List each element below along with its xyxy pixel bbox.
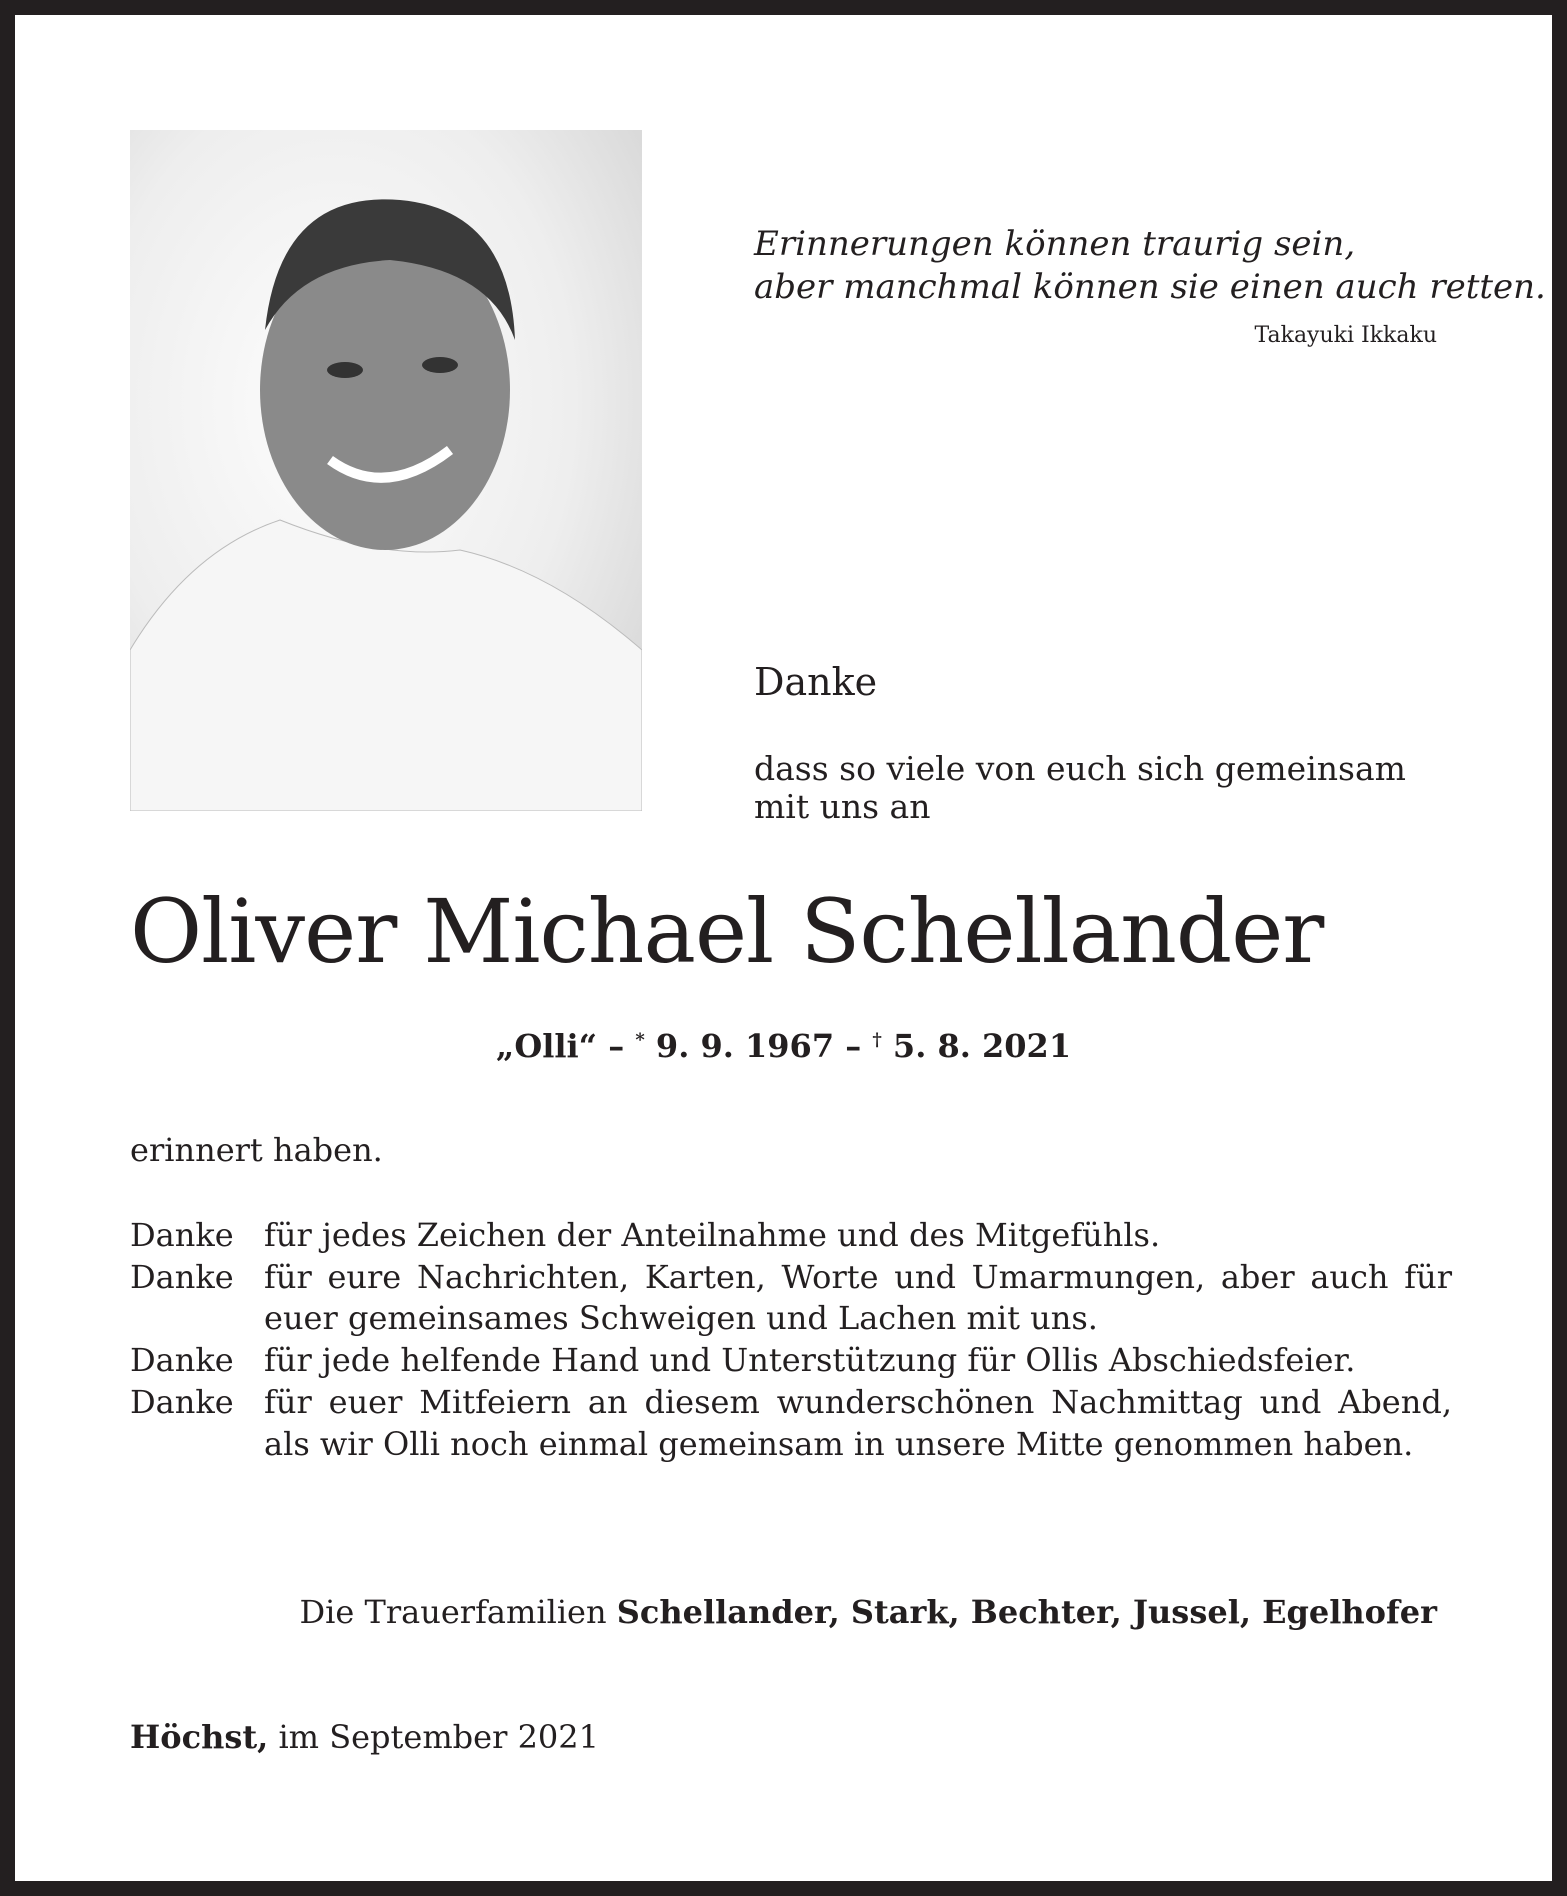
separator: – [608,1027,625,1065]
mourning-families [300,1593,1437,1631]
place-month: im September 2021 [278,1718,599,1756]
thanks-text: für jedes Zeichen der Anteilnahme und des Mitgefühls. [264,1216,1161,1254]
families-names: Schellander, Stark, Bechter, Jussel, Egelhofer [616,1593,1437,1631]
thanks-text: für eure Nachrichten, Karten, Worte und Umarmungen, aber auch für euer gemeinsames Schweigen und Lachen mit uns. [264,1257,1452,1338]
thanks-item [130,1257,1452,1340]
thanks-item [130,1215,1452,1257]
thanks-label: Danke [130,1341,234,1380]
families-prefix: Die Trauerfamilien [299,1593,607,1631]
intro-line: dass so viele von euch sich gemeinsam [754,749,1406,788]
quote-author: Takayuki Ikkaku [1254,323,1437,348]
separator: – [845,1027,862,1065]
death-symbol: † [872,1029,882,1051]
place-town: Höchst, [130,1718,269,1756]
intro-text [754,750,1406,826]
life-dates [15,1027,1552,1065]
place-date [130,1718,599,1756]
after-name-text: erinnert haben. [130,1131,383,1169]
death-date: 5. 8. 2021 [892,1027,1072,1065]
intro-line: mit uns an [754,787,931,826]
birth-date: 9. 9. 1967 [655,1027,835,1065]
thanks-label: Danke [130,1216,234,1254]
deceased-name: Oliver Michael Schellander [130,880,1324,983]
danke-heading: Danke [754,660,878,704]
quote-line: aber manchmal können sie einen auch retten. [754,267,1546,307]
nickname: „Olli“ [495,1027,598,1065]
thanks-list [130,1215,1452,1465]
thanks-text: für euer Mitfeiern an diesem wunderschönen Nachmittag und Abend, als wir Olli noch einmal gemeinsam in unsere Mitte genommen haben. [264,1382,1452,1463]
quote-line: Erinnerungen können traurig sein, [754,224,1356,264]
portrait-photo [130,130,642,811]
thanks-item [130,1382,1452,1465]
thanks-text: für jede helfende Hand und Unterstützung für Ollis Abschiedsfeier. [264,1341,1356,1380]
thanks-label: Danke [130,1382,234,1421]
thanks-item [130,1340,1452,1382]
quote [754,223,1546,309]
portrait-image [130,130,642,811]
birth-symbol: * [635,1029,645,1051]
thanks-label: Danke [130,1257,234,1296]
